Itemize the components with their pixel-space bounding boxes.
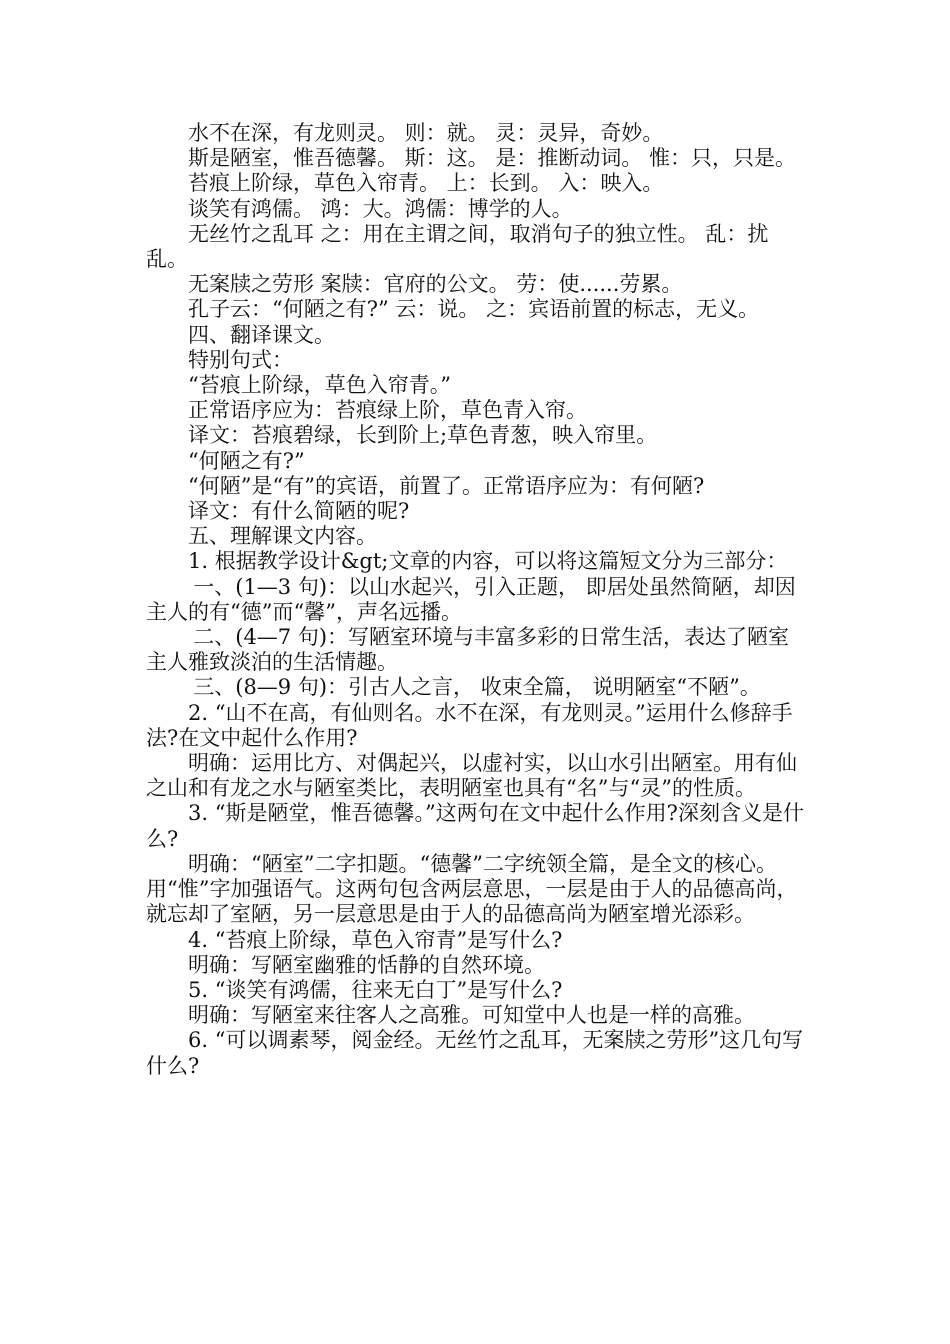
paragraph: 二、(4—7 句)：写陋室环境与丰富多彩的日常生活，表达了陋室主人雅致淡泊的生活情趣。 xyxy=(146,625,790,675)
paragraph: “苔痕上阶绿，草色入帘青。” xyxy=(188,373,451,398)
answer-item: 明确：写陋室幽雅的恬静的自然环境。 xyxy=(188,952,545,977)
paragraph: “何陋之有?” xyxy=(188,448,305,473)
paragraph: 无丝竹之乱耳 之：用在主谓之间，取消句子的独立性。 乱：扰乱。 xyxy=(146,221,769,272)
answer-item: 明确：“陋室”二字扣题。“德馨”二字统领全篇，是全文的核心。用“惟”字加强语气。这两句包含两层意思，一层是由于人的品德高尚，就忘却了室陋，另一层意思是由于人的品德高尚为陋室增光添彩。 xyxy=(146,851,798,927)
paragraph: 谈笑有鸿儒。 鸿：大。鸿儒：博学的人。 xyxy=(188,196,573,221)
paragraph: 译文：有什么简陋的呢? xyxy=(188,499,410,524)
paragraph: 孔子云：“何陋之有?” 云：说。 之：宾语前置的标志，无义。 xyxy=(188,297,760,322)
answer-item: 明确：运用比方、对偶起兴，以虚衬实，以山水引出陋室。用有仙之山和有龙之水与陋室类比，表明陋室也具有“名”与“灵”的性质。 xyxy=(146,751,797,801)
section-heading: 四、翻译课文。 xyxy=(188,322,335,347)
paragraph: 三、(8—9 句)：引古人之言， 收束全篇， 说明陋室“不陋”。 xyxy=(193,675,761,700)
paragraph: 无案牍之劳形 案牍：官府的公文。 劳：使......劳累。 xyxy=(188,272,683,297)
question-item: 1. 根据教学设计&gt;文章的内容，可以将这篇短文分为三部分： xyxy=(188,549,788,574)
paragraph: “何陋”是“有”的宾语，前置了。正常语序应为：有何陋? xyxy=(188,473,705,498)
question-item: 6. “可以调素琴，阅金经。无丝竹之乱耳，无案牍之劳形”这几句写什么? xyxy=(146,1028,804,1078)
question-item: 2. “山不在高，有仙则名。水不在深，有龙则灵。”运用什么修辞手法?在文中起什么作用? xyxy=(146,700,793,750)
question-item: 5. “谈笑有鸿儒，往来无白丁”是写什么? xyxy=(188,977,563,1002)
paragraph: 一、(1—3 句)：以山水起兴，引入正题， 即居处虽然简陋，却因主人的有“德”而“馨”，声名远播。 xyxy=(146,574,796,624)
section-heading: 五、理解课文内容。 xyxy=(188,524,377,549)
answer-item: 明确：写陋室来往客人之高雅。可知堂中人也是一样的高雅。 xyxy=(188,1003,755,1028)
document-body xyxy=(146,121,806,1079)
paragraph: 译文：苔痕碧绿，长到阶上;草色青葱，映入帘里。 xyxy=(188,423,658,448)
paragraph: 水不在深，有龙则灵。 则：就。 灵：灵异，奇妙。 xyxy=(188,121,664,145)
paragraph: 正常语序应为：苔痕绿上阶，草色青入帘。 xyxy=(188,398,587,423)
question-item: 3. “斯是陋堂，惟吾德馨。”这两句在文中起什么作用?深刻含义是什么? xyxy=(146,801,804,851)
paragraph: 斯是陋室，惟吾德馨。 斯：这。 是：推断动词。 惟：只，只是。 xyxy=(188,146,797,171)
paragraph: 特别句式： xyxy=(188,347,293,372)
question-item: 4. “苔痕上阶绿，草色入帘青”是写什么? xyxy=(188,927,563,952)
paragraph: 苔痕上阶绿，草色入帘青。 上：长到。 入：映入。 xyxy=(188,171,664,196)
